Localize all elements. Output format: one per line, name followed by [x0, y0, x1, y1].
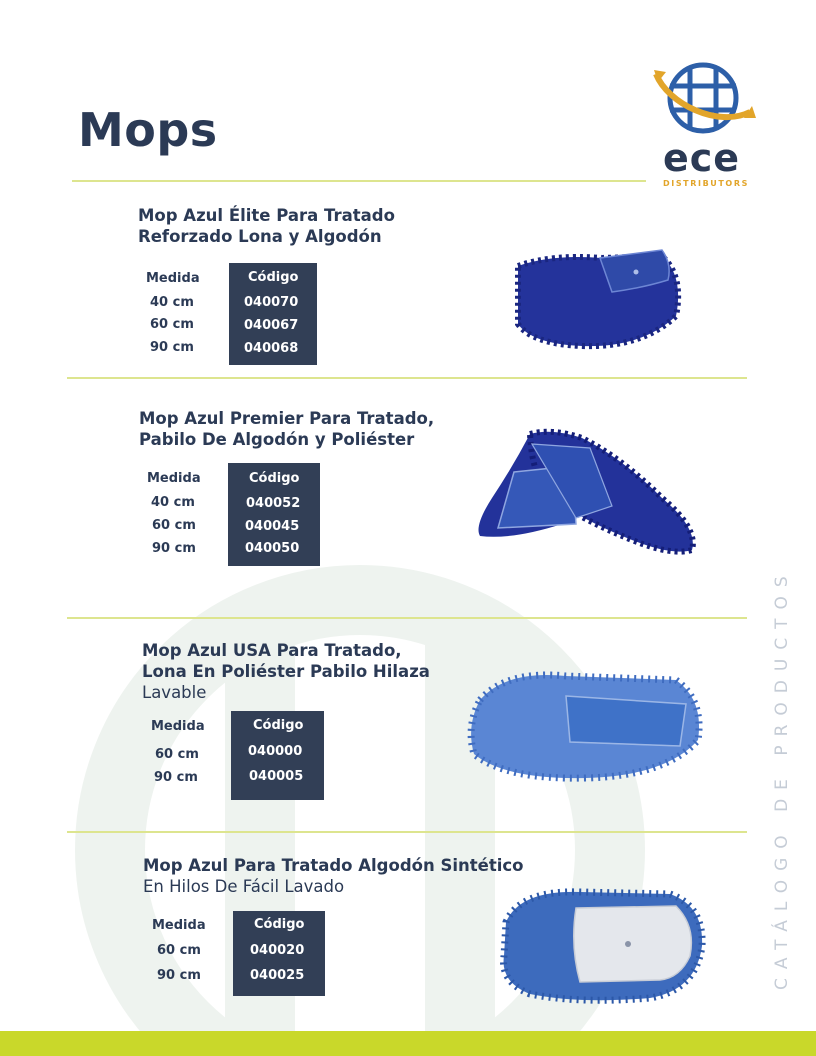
code-cell: 040045 [245, 519, 300, 534]
product-subtitle: En Hilos De Fácil Lavado [143, 877, 345, 896]
measure-cell: 60 cm [157, 943, 201, 958]
measure-cell: 60 cm [152, 518, 196, 533]
mop-premier-image [472, 428, 698, 558]
measure-cell: 90 cm [150, 340, 194, 355]
product-title: Pabilo De Algodón y Poliéster [139, 430, 415, 449]
measure-header: Medida [151, 719, 205, 734]
code-cell: 040068 [244, 341, 299, 356]
code-header: Código [253, 718, 304, 733]
product-title: Lona En Poliéster Pabilo Hilaza [142, 662, 430, 681]
product-section [138, 205, 395, 247]
product-title: Mop Azul Premier Para Tratado, [139, 409, 435, 428]
product-subtitle: Lavable [142, 683, 207, 702]
code-cell: 040025 [250, 968, 305, 983]
measure-cell: 60 cm [155, 747, 199, 762]
code-cell: 040020 [250, 943, 305, 958]
mop-algodon-image [500, 886, 708, 1004]
code-header: Código [254, 917, 305, 932]
code-cell: 040005 [249, 769, 304, 784]
section-divider [67, 377, 747, 379]
mop-usa-image [466, 660, 712, 786]
footer-accent-bar [0, 1031, 816, 1056]
logo-subtitle: DISTRIBUTORS [663, 179, 749, 188]
measure-header: Medida [152, 918, 206, 933]
product-section [142, 640, 430, 703]
measure-header: Medida [147, 471, 201, 486]
product-title: Reforzado Lona y Algodón [138, 227, 382, 246]
code-cell: 040000 [248, 744, 303, 759]
measure-cell: 60 cm [150, 317, 194, 332]
product-title: Mop Azul Para Tratado Algodón Sintético [143, 856, 524, 875]
measure-cell: 90 cm [157, 968, 201, 983]
measure-cell: 90 cm [154, 770, 198, 785]
measure-cell: 40 cm [151, 495, 195, 510]
product-section [143, 855, 524, 897]
section-divider [67, 831, 747, 833]
code-cell: 040052 [246, 496, 301, 511]
product-title: Mop Azul USA Para Tratado, [142, 641, 402, 660]
product-title: Mop Azul Élite Para Tratado [138, 206, 395, 225]
catalog-side-label: CATÁLOGO DE PRODUCTOS [772, 567, 792, 990]
logo-wordmark: ece [663, 136, 741, 180]
code-cell: 040050 [245, 541, 300, 556]
code-cell: 040070 [244, 295, 299, 310]
header-divider [72, 180, 646, 182]
code-header: Código [248, 270, 299, 285]
mop-elite-image [512, 236, 686, 352]
page-title: Mops [78, 103, 218, 157]
section-divider [67, 617, 747, 619]
measure-header: Medida [146, 271, 200, 286]
product-section [139, 408, 434, 450]
code-header: Código [249, 471, 300, 486]
code-cell: 040067 [244, 318, 299, 333]
measure-cell: 90 cm [152, 541, 196, 556]
measure-cell: 40 cm [150, 295, 194, 310]
